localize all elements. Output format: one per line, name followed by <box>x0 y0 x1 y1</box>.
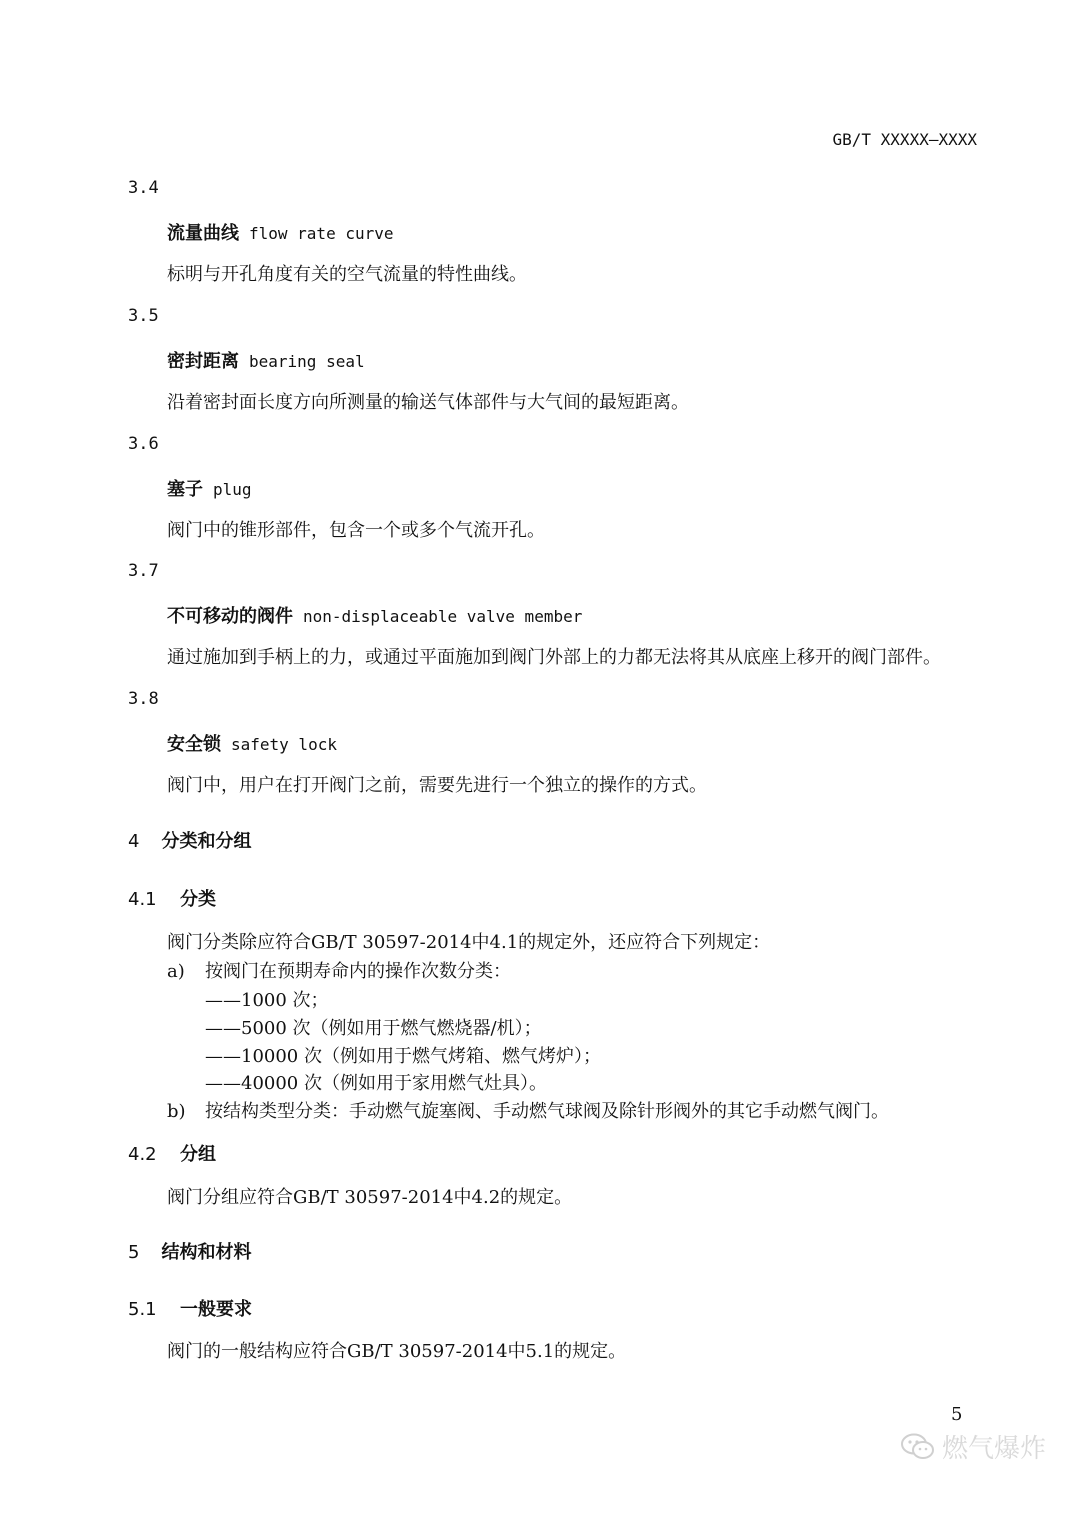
document-code: GB/T XXXXX—XXXX <box>832 130 977 149</box>
term-title <box>167 347 365 373</box>
term-definition: 阀门中，用户在打开阀门之前，需要先进行一个独立的操作的方式。 <box>167 775 707 796</box>
section-heading <box>128 827 251 853</box>
dash-item: ——1000 次； <box>205 990 329 1011</box>
paragraph: 阀门分组应符合GB/T 30597-2014中4.2的规定。 <box>167 1187 573 1208</box>
dash-item: ——10000 次（例如用于燃气烤箱、燃气烤炉）； <box>205 1046 601 1067</box>
list-text: 按结构类型分类：手动燃气旋塞阀、手动燃气球阀及除针形阀外的其它手动燃气阀门。 <box>205 1101 889 1122</box>
term-number: 3.8 <box>128 689 159 709</box>
dash-item: ——5000 次（例如用于燃气燃烧器/机）； <box>205 1018 542 1039</box>
term-definition: 沿着密封面长度方向所测量的输送气体部件与大气间的最短距离。 <box>167 392 689 413</box>
list-item <box>167 957 511 983</box>
subsection-title: 分组 <box>180 1144 216 1165</box>
term-number: 3.7 <box>128 561 159 581</box>
term-title <box>167 602 582 628</box>
section-number: 4 <box>128 831 140 852</box>
term-zh: 密封距离 <box>167 351 239 372</box>
term-definition: 标明与开孔角度有关的空气流量的特性曲线。 <box>167 264 527 285</box>
term-definition: 通过施加到手柄上的力，或通过平面施加到阀门外部上的力都无法将其从底座上移开的阀门部件。 <box>167 647 941 668</box>
term-zh: 不可移动的阀件 <box>167 606 293 627</box>
subsection-heading <box>128 885 216 911</box>
term-title <box>167 730 337 756</box>
subsection-title: 分类 <box>180 889 216 910</box>
page-number: 5 <box>951 1404 963 1425</box>
term-en: flow rate curve <box>249 224 394 243</box>
term-en: safety lock <box>231 735 337 754</box>
list-marker: b) <box>167 1101 186 1122</box>
term-number: 3.6 <box>128 434 159 454</box>
watermark <box>900 1428 1046 1465</box>
term-definition: 阀门中的锥形部件，包含一个或多个气流开孔。 <box>167 520 545 541</box>
term-number: 3.4 <box>128 178 159 198</box>
dash-item: ——40000 次（例如用于家用燃气灶具）。 <box>205 1073 547 1094</box>
term-zh: 安全锁 <box>167 734 221 755</box>
list-text: 按阀门在预期寿命内的操作次数分类： <box>205 961 511 982</box>
wechat-icon <box>900 1432 936 1462</box>
section-title: 分类和分组 <box>161 831 252 852</box>
term-en: plug <box>213 480 252 499</box>
paragraph: 阀门分类除应符合GB/T 30597-2014中4.1的规定外，还应符合下列规定： <box>167 932 771 953</box>
subsection-number: 5.1 <box>128 1299 157 1320</box>
term-title <box>167 219 394 245</box>
subsection-number: 4.1 <box>128 889 157 910</box>
term-title <box>167 475 252 501</box>
term-zh: 流量曲线 <box>167 223 239 244</box>
paragraph: 阀门的一般结构应符合GB/T 30597-2014中5.1的规定。 <box>167 1341 627 1362</box>
list-item <box>167 1097 889 1123</box>
watermark-text: 燃气爆炸 <box>942 1434 1047 1464</box>
subsection-heading <box>128 1140 216 1166</box>
term-zh: 塞子 <box>167 479 203 500</box>
subsection-title: 一般要求 <box>180 1299 252 1320</box>
term-number: 3.5 <box>128 306 159 326</box>
list-marker: a) <box>167 961 185 982</box>
term-en: non-displaceable valve member <box>303 607 583 626</box>
term-en: bearing seal <box>249 352 365 371</box>
subsection-number: 4.2 <box>128 1144 157 1165</box>
section-number: 5 <box>128 1242 140 1263</box>
subsection-heading <box>128 1295 252 1321</box>
section-title: 结构和材料 <box>161 1242 252 1263</box>
section-heading <box>128 1238 251 1264</box>
